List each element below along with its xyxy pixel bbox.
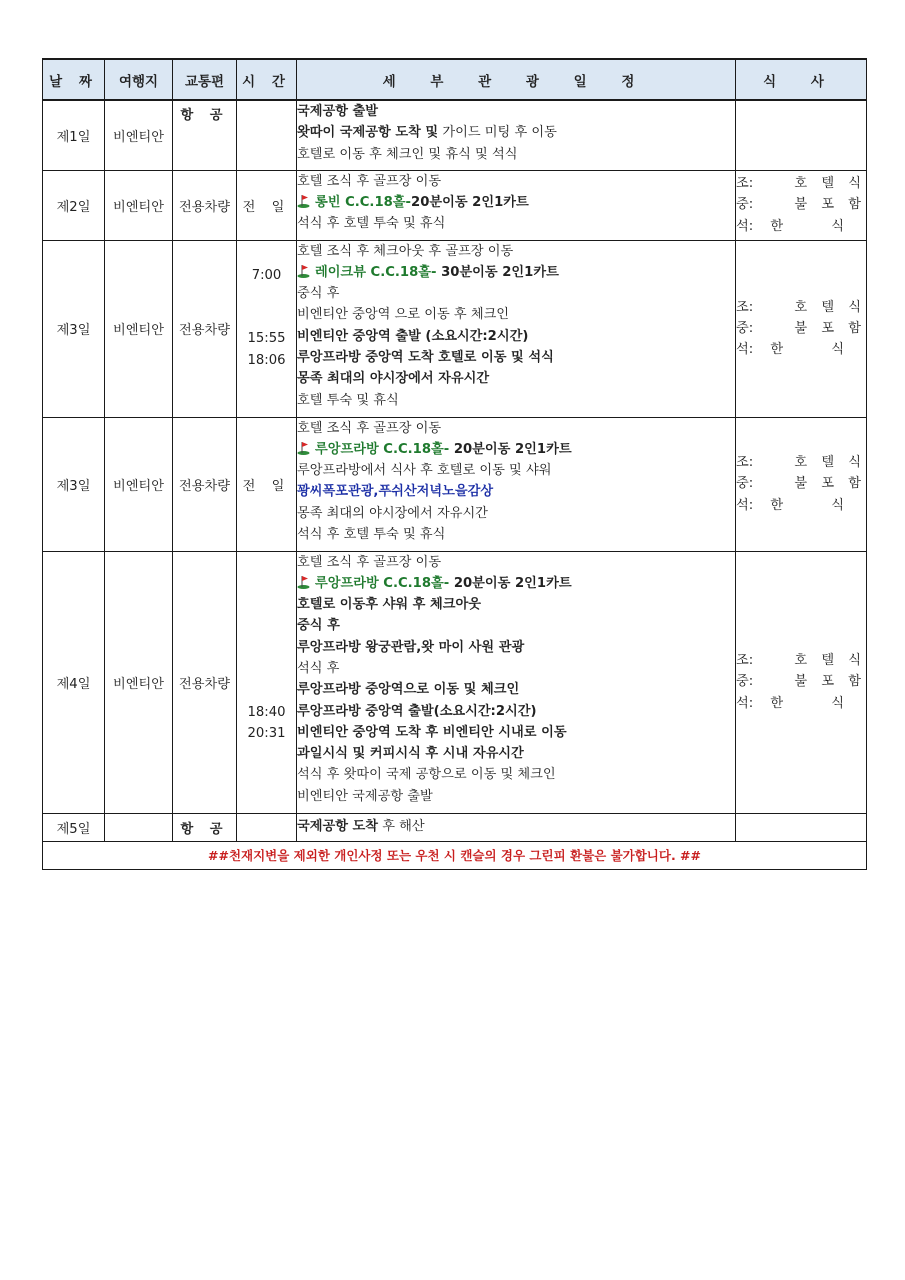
day-transport: 전용차량 <box>173 240 237 417</box>
time-entry: 18:40 <box>247 704 286 720</box>
day-destination: 비엔티안 <box>105 417 173 551</box>
golf-course-name: 루앙프라방 C.C.18홀- <box>315 575 450 591</box>
meal-dinner <box>736 693 866 714</box>
day-time: 전 일 <box>237 417 297 551</box>
meal-dinner <box>736 495 866 516</box>
schedule-line: 루앙프라방 왕궁관람,왓 마이 사원 관광 <box>297 639 525 655</box>
schedule-line: 과일시식 및 커피시식 후 시내 자유시간 <box>297 746 524 762</box>
table-row <box>43 170 867 240</box>
meal-value: 호 텔 식 <box>794 176 866 192</box>
table-row <box>43 417 867 551</box>
schedule-line: 국제공항 출발 <box>297 104 379 119</box>
table-row <box>43 100 867 170</box>
meal-key: 조: <box>736 176 754 192</box>
schedule-line: 석식 후 호텔 투숙 및 휴식 <box>297 526 446 542</box>
header-schedule: 세 부 관 광 일 정 <box>297 59 736 100</box>
day-date: 제1일 <box>43 100 105 170</box>
schedule-text: 왓따이 국제공항 도착 및 <box>297 125 439 141</box>
header-time: 시 간 <box>237 59 297 100</box>
schedule-line: 몽족 최대의 야시장에서 자유시간 <box>297 505 488 521</box>
day-destination <box>105 813 173 841</box>
day-time <box>237 100 297 170</box>
schedule-line: 석식 후 왓따이 국제 공항으로 이동 및 체크인 <box>297 767 556 783</box>
header-meals: 식 사 <box>736 59 867 100</box>
meal-lunch <box>736 318 866 339</box>
meal-key: 중: <box>736 320 754 336</box>
meal-value: 불 포 함 <box>794 197 866 213</box>
schedule-line: 루앙프라방 중앙역 출발(소요시간:2시간) <box>297 703 537 719</box>
day-date: 제4일 <box>43 551 105 813</box>
schedule-line: 호텔 투숙 및 휴식 <box>297 392 399 408</box>
golf-flag-icon <box>297 575 310 589</box>
meal-key: 조: <box>736 653 754 669</box>
golf-course-line <box>297 573 735 594</box>
meal-dinner <box>736 339 866 360</box>
schedule-line: 루앙프라방 중앙역으로 이동 및 체크인 <box>297 682 520 698</box>
schedule-line: 비엔티안 중앙역 도착 후 비엔티안 시내로 이동 <box>297 724 567 740</box>
meal-lunch <box>736 473 866 494</box>
day-date: 제3일 <box>43 240 105 417</box>
schedule-line: 루앙프라방 중앙역 도착 호텔로 이동 및 석식 <box>297 349 554 365</box>
schedule-line: 비엔티안 중앙역 으로 이동 후 체크인 <box>297 307 510 323</box>
day-destination: 비엔티안 <box>105 100 173 170</box>
meal-key: 중: <box>736 476 754 492</box>
schedule-line: 호텔 조식 후 체크아웃 후 골프장 이동 <box>297 243 514 259</box>
meal-key: 중: <box>736 674 754 690</box>
meal-value: 호 텔 식 <box>794 653 866 669</box>
day-destination: 비엔티안 <box>105 240 173 417</box>
schedule-line: 루앙프라방에서 식사 후 호텔로 이동 및 샤워 <box>297 463 552 479</box>
meal-breakfast <box>736 452 866 473</box>
day-meals <box>736 100 867 170</box>
meal-dinner <box>736 216 866 237</box>
schedule-line: 비엔티안 중앙역 출발 (소요시간:2시간) <box>297 328 529 344</box>
schedule-line: 석식 후 <box>297 660 340 676</box>
schedule-line: 호텔 조식 후 골프장 이동 <box>297 420 442 436</box>
day-time <box>237 240 297 417</box>
golf-course-detail: 20분이동 2인1카트 <box>411 194 529 210</box>
schedule-line: 중식 후 <box>297 286 340 302</box>
day-schedule <box>297 551 736 813</box>
golf-course-line <box>297 192 735 213</box>
golf-course-detail: 20분이동 2인1카트 <box>453 441 572 457</box>
golf-course-name: 루앙프라방 C.C.18홀- <box>315 441 450 457</box>
day-schedule <box>297 100 736 170</box>
table-row <box>43 813 867 841</box>
header-date: 날 짜 <box>43 59 105 100</box>
golf-course-name: 레이크뷰 C.C.18홀- <box>315 264 437 280</box>
day-transport: 항 공 <box>173 100 237 170</box>
schedule-text: 후 해산 <box>382 819 425 835</box>
day-meals <box>736 170 867 240</box>
day-meals <box>736 813 867 841</box>
schedule-text: 가이드 미팅 후 이동 <box>442 125 557 141</box>
schedule-line: 비엔티안 국제공항 출발 <box>297 788 433 804</box>
day-schedule <box>297 813 736 841</box>
golf-course-name: 롱빈 C.C.18홀- <box>315 194 412 210</box>
schedule-line: 호텔로 이동후 샤워 후 체크아웃 <box>297 597 481 613</box>
meal-key: 조: <box>736 455 754 471</box>
day-destination: 비엔티안 <box>105 170 173 240</box>
day-meals <box>736 551 867 813</box>
table-row <box>43 551 867 813</box>
day-date: 제5일 <box>43 813 105 841</box>
golf-course-detail: 20분이동 2인1카트 <box>453 575 572 591</box>
golf-flag-icon <box>297 194 310 208</box>
time-entry: 20:31 <box>247 725 286 741</box>
day-schedule <box>297 417 736 551</box>
golf-course-line <box>297 262 735 283</box>
meal-value: 호 텔 식 <box>794 299 866 315</box>
itinerary-table <box>42 58 867 870</box>
meal-key: 석: <box>736 218 754 234</box>
time-entry: 15:55 <box>247 331 286 347</box>
time-spacer <box>237 286 296 307</box>
meal-value: 한 식 <box>770 695 866 711</box>
meal-breakfast <box>736 650 866 671</box>
schedule-line: 중식 후 <box>297 618 340 634</box>
meal-key: 석: <box>736 695 754 711</box>
schedule-line: 호텔로 이동 후 체크인 및 휴식 및 석식 <box>297 146 518 162</box>
header-transport: 교통편 <box>173 59 237 100</box>
schedule-line <box>297 816 735 837</box>
day-schedule <box>297 240 736 417</box>
schedule-text: 국제공항 도착 <box>297 819 379 835</box>
meal-lunch <box>736 671 866 692</box>
header-destination: 여행지 <box>105 59 173 100</box>
day-time <box>237 813 297 841</box>
meal-value: 한 식 <box>770 342 866 358</box>
golf-flag-icon <box>297 441 310 455</box>
table-row <box>43 240 867 417</box>
meal-key: 중: <box>736 197 754 213</box>
meal-lunch <box>736 194 866 215</box>
day-transport: 전용차량 <box>173 551 237 813</box>
schedule-line-highlight: 꽝씨폭포관광,푸쉬산저녁노을감상 <box>297 484 494 500</box>
meal-value: 불 포 함 <box>794 674 866 690</box>
meal-key: 석: <box>736 342 754 358</box>
day-time: 전 일 <box>237 170 297 240</box>
meal-value: 불 포 함 <box>794 476 866 492</box>
meal-value: 한 식 <box>770 218 866 234</box>
meal-key: 조: <box>736 299 754 315</box>
golf-flag-icon <box>297 264 310 278</box>
time-spacer <box>237 307 296 328</box>
meal-value: 호 텔 식 <box>794 455 866 471</box>
schedule-line: 석식 후 호텔 투숙 및 휴식 <box>297 216 446 232</box>
day-date: 제2일 <box>43 170 105 240</box>
meal-value: 한 식 <box>770 497 866 513</box>
day-meals <box>736 417 867 551</box>
notice-row <box>43 841 867 869</box>
meal-breakfast <box>736 173 866 194</box>
golf-course-detail: 30분이동 2인1카트 <box>441 264 559 280</box>
meal-key: 석: <box>736 497 754 513</box>
schedule-line: 몽족 최대의 야시장에서 자유시간 <box>297 371 490 387</box>
day-destination: 비엔티안 <box>105 551 173 813</box>
schedule-line: 호텔 조식 후 골프장 이동 <box>297 173 442 189</box>
day-schedule <box>297 170 736 240</box>
meal-value: 불 포 함 <box>794 320 866 336</box>
meal-breakfast <box>736 297 866 318</box>
schedule-line: 호텔 조식 후 골프장 이동 <box>297 554 442 570</box>
day-transport: 전용차량 <box>173 170 237 240</box>
golf-course-line <box>297 439 735 460</box>
day-date: 제3일 <box>43 417 105 551</box>
time-entry: 7:00 <box>251 267 282 283</box>
time-entry: 18:06 <box>247 352 286 368</box>
day-transport: 전용차량 <box>173 417 237 551</box>
refund-notice: ##천재지변을 제외한 개인사정 또는 우천 시 캔슬의 경우 그린피 환불은 불가합니다. ## <box>43 841 867 869</box>
schedule-line <box>297 122 735 143</box>
day-transport: 항 공 <box>173 813 237 841</box>
header-row <box>43 59 867 100</box>
day-meals <box>736 240 867 417</box>
day-time <box>237 551 297 813</box>
